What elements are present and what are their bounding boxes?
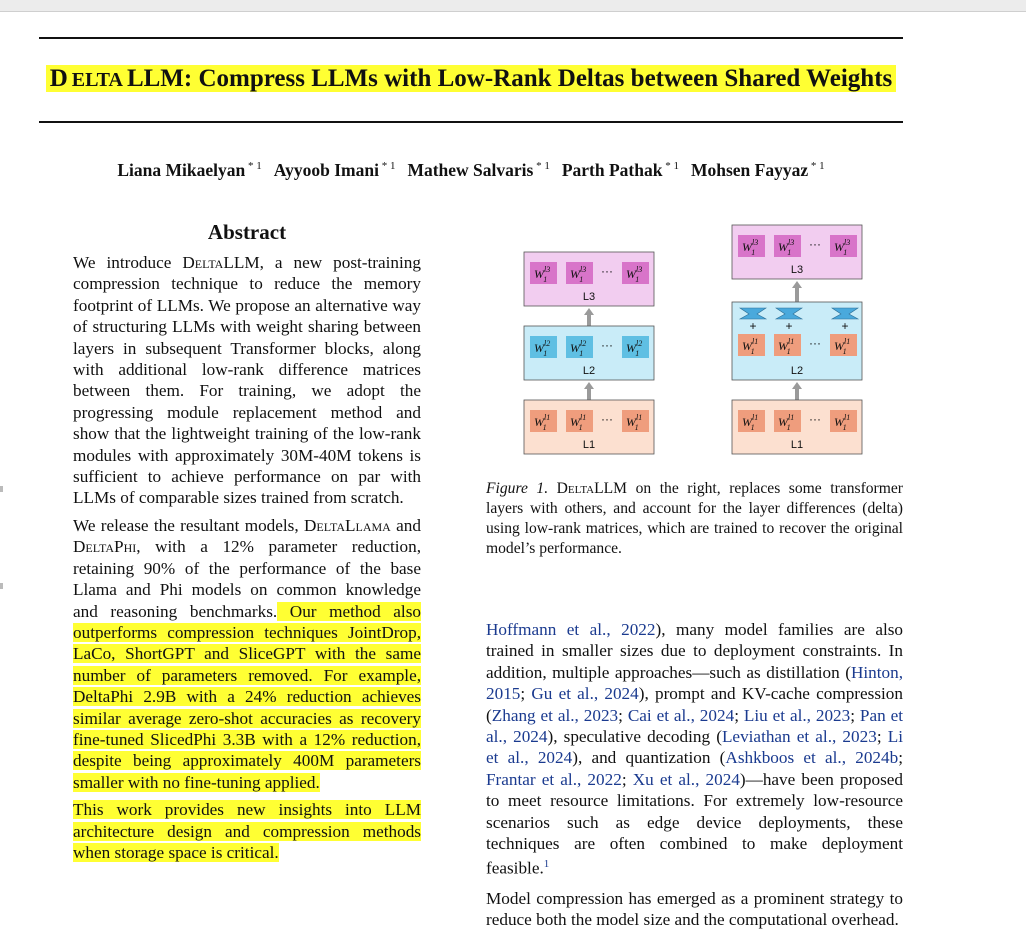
highlighted-text: This work provides new insights into LLM architecture design and compression methods when storage space is critical. [73, 800, 421, 862]
plus-sign: + [749, 319, 757, 333]
author-list [39, 160, 903, 181]
body-text-run: ; [621, 769, 633, 789]
weight-label: $W^{l3}$ 1 [834, 238, 851, 257]
body-paragraph-2: Model compression has emerged as a prominent strategy to reduce both the model size and the computational overhead. [486, 888, 903, 930]
weight-label: $W^{l1}$ 1 [570, 413, 586, 432]
citation-link[interactable]: Ashkboos et al., 2024b [725, 748, 899, 768]
ellipsis: ··· [601, 412, 613, 426]
ellipsis: ··· [809, 336, 821, 350]
citation-link[interactable]: Zhang et al., 2023 [491, 705, 619, 725]
weight-label: $W^{l2}$ 1 [570, 339, 587, 358]
paper-title: D ELTA LLM: Compress LLMs with Low-Rank Deltas between Shared Weights [39, 62, 903, 97]
layer-label: L3 [790, 264, 804, 276]
abstract-body [73, 252, 421, 869]
weight-label: $W^{l3}$ 1 [570, 265, 587, 284]
ellipsis: ··· [601, 264, 613, 278]
arrow-head [584, 382, 594, 389]
ellipsis: ··· [601, 338, 613, 352]
body-text-run: )—have been proposed to meet resource limitations. For extremely low-resource scenarios such as edge device deployments, these techniques are often combined to make deployment feasible. [486, 769, 903, 879]
highlighted-text: Our method also outperforms compression techniques JointDrop, LaCo, ShortGPT and SliceGPT with the same number of parameters removed. For example, DeltaPhi 2.9B with a 24% reduction achieves similar average zero-shot accuracies as recovery fine-tuned SlicedPhi 3.3B with a 12% reduction, despite being approximately 400M parameters smaller with no fine-tuning applied. [73, 601, 421, 792]
arrow-head [584, 308, 594, 315]
weight-label: $W^{l1}$ 1 [534, 413, 550, 432]
weight-label: $W^{l1}$ 1 [742, 337, 758, 356]
viewer-top-bar [0, 0, 1026, 12]
abstract-heading: Abstract [207, 220, 287, 244]
layer-label: L3 [582, 291, 596, 303]
arrow-shaft [587, 388, 591, 400]
body-text-run: ; [520, 684, 532, 704]
layer-label: L1 [582, 439, 596, 451]
author-name: Mathew Salvaris $^{* 1}$ [407, 160, 550, 180]
layer-label: L1 [790, 439, 804, 451]
author-name: Ayyoob Imani $^{* 1}$ [273, 160, 396, 180]
title-smallcaps: ELTA [71, 69, 123, 91]
citation-link[interactable]: Liu et al., 2023 [743, 705, 851, 725]
citation-link[interactable]: Xu et al., 2024 [632, 769, 740, 789]
author-name: Parth Pathak $^{* 1}$ [561, 160, 679, 180]
author-name: Mohsen Fayyaz $^{* 1}$ [690, 160, 825, 180]
margin-mark [0, 486, 3, 492]
citation-link[interactable]: Pan et al., 2024 [486, 705, 904, 747]
body-text-run: ; [898, 748, 903, 768]
figure-1-diagram [486, 222, 906, 462]
layer-label: L2 [790, 365, 804, 377]
abstract-paragraph-3 [73, 799, 421, 863]
body-text-run: ; [850, 705, 860, 725]
citation-link[interactable]: Li et al., 2024 [486, 727, 903, 768]
abstract-paragraph-1: We introduce DeltaLLM, a new post-training compression technique to reduce the memory footprint of LLMs. We propose an alternative way of structuring LLMs with weight sharing between layers in subsequent Transformer blocks, along with additional low-rank difference matrices between them. For training, we adopt the progressing module replacement method and show that the lightweight training of the low-rank modules with approximately 30M-40M tokens is sufficient to achieve performance on par with LLMs of comparable sizes trained from scratch. [73, 253, 421, 508]
footnote-link[interactable]: 1 [543, 858, 550, 871]
arrow-shaft [795, 287, 799, 302]
weight-label: $W^{l3}$ 1 [626, 265, 643, 284]
author-affiliation-mark: * 1 [378, 160, 396, 173]
ellipsis: ··· [809, 237, 821, 251]
body-text-run: ), many model families are also trained in smaller sizes due to deployment constraints. In addition, multiple approaches—such as distillation ( [486, 620, 904, 682]
weight-label: $W^{l1}$ 1 [834, 337, 850, 356]
ellipsis: ··· [809, 412, 821, 426]
author-affiliation-mark: * 1 [245, 160, 262, 173]
body-text-run: ; [734, 705, 744, 725]
plus-sign: + [841, 319, 849, 333]
author-affiliation-mark: * 1 [533, 160, 550, 173]
citation-link[interactable]: Hoffmann et al., 2022 [486, 620, 656, 639]
margin-mark [0, 583, 3, 589]
body-text-run: ; [876, 727, 888, 747]
citation-link[interactable]: Cai et al., 2024 [627, 705, 735, 725]
layer-label: L2 [582, 365, 596, 377]
body-paragraph-1 [486, 619, 903, 880]
weight-label: $W^{l1}$ 1 [778, 413, 794, 432]
figure-caption: Figure 1. DeltaLLM on the right, replaces some transformer layers with others, and account for the layer differences (delta) using low-rank matrices, which are trained to recover the original model’s performance. [486, 480, 903, 557]
body-text-run: ; [618, 705, 628, 725]
author-name: Liana Mikaelyan $^{* 1}$ [117, 160, 262, 180]
weight-label: $W^{l2}$ 1 [534, 339, 551, 358]
citation-link[interactable]: Gu et al., 2024 [531, 684, 639, 704]
citation-link[interactable]: Leviathan et al., 2023 [721, 727, 877, 747]
arrow-head [792, 281, 802, 288]
citation-link[interactable]: Frantar et al., 2022 [486, 769, 622, 789]
arrow-head [792, 382, 802, 389]
abstract-paragraph-2: We release the resultant models, DeltaLlama and DeltaPhi, with a 12% parameter reduction, retaining 90% of the performance of the base Llama and Phi models on common knowledge and reasoning benchmarks. Our method also outperforms compression techniques JointDrop, LaCo, ShortGPT and SliceGPT with the same number of parameters removed. For example, DeltaPhi 2.9B with a 24% reduction achieves similar average zero-shot accuracies as recovery fine-tuned SlicedPhi 3.3B with a 12% reduction, despite being approximately 400M parameters smaller with no fine-tuning applied. [73, 515, 421, 792]
body-text [486, 619, 903, 938]
arrow-shaft [587, 314, 591, 326]
title-top-rule [39, 37, 903, 39]
body-text-run: ), speculative decoding ( [547, 727, 722, 747]
weight-label: $W^{l1}$ 1 [626, 413, 642, 432]
weight-label: $W^{l1}$ 1 [834, 413, 850, 432]
plus-sign: + [785, 319, 793, 333]
title-bottom-rule [39, 121, 903, 123]
arrow-shaft [795, 388, 799, 400]
citation-link[interactable]: Hinton, 2015 [486, 662, 903, 704]
body-text-run: ), and quantization ( [572, 748, 726, 768]
weight-label: $W^{l3}$ 1 [742, 238, 759, 257]
body-text-run: ), prompt and KV-cache compression ( [486, 684, 903, 725]
author-affiliation-mark: * 1 [808, 160, 825, 173]
weight-label: $W^{l2}$ 1 [626, 339, 643, 358]
weight-label: $W^{l1}$ 1 [742, 413, 758, 432]
weight-label: $W^{l3}$ 1 [778, 238, 795, 257]
author-affiliation-mark: * 1 [662, 160, 679, 173]
weight-label: $W^{l3}$ 1 [534, 265, 551, 284]
weight-label: $W^{l1}$ 1 [778, 337, 794, 356]
